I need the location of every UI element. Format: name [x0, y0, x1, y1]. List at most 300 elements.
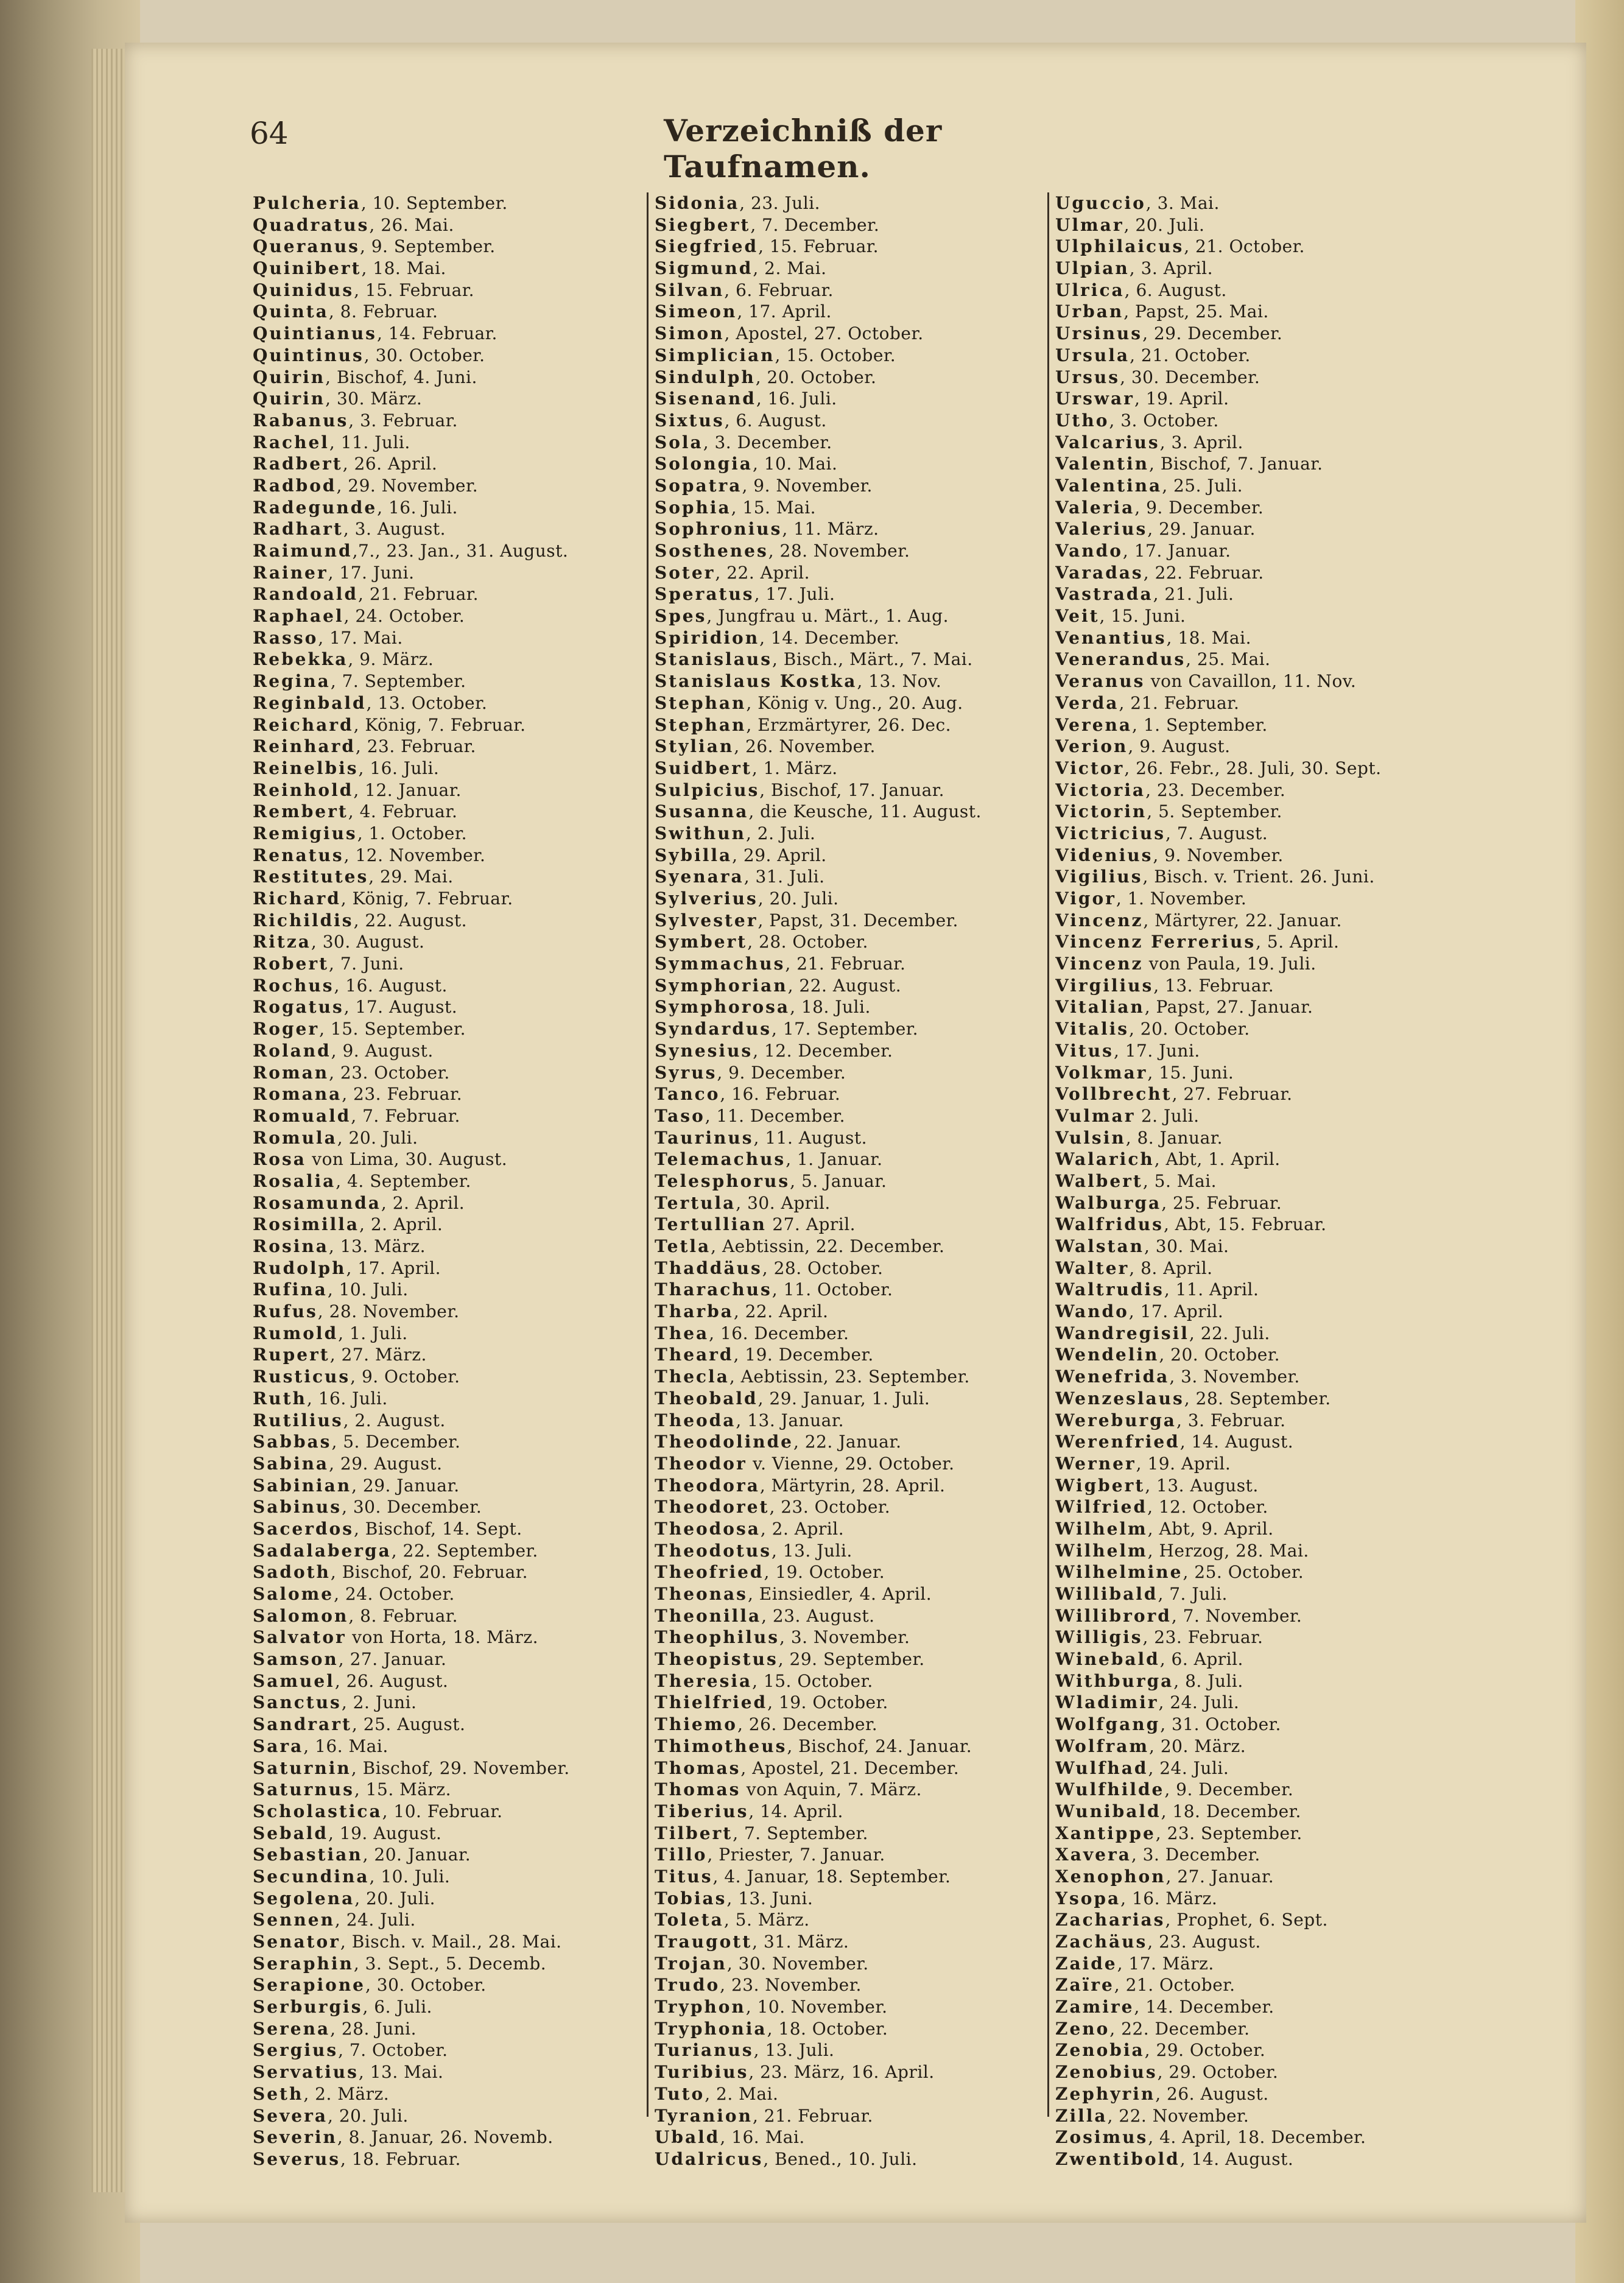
index-entry	[253, 975, 642, 997]
index-entry	[655, 1866, 1038, 1888]
index-entry	[655, 1344, 1038, 1366]
entry-name: Virgilius	[1055, 975, 1154, 996]
entry-details: , 5. September.	[1147, 801, 1282, 822]
entry-name: Venerandus	[1055, 649, 1186, 670]
entry-details: , 30. October.	[364, 345, 485, 365]
index-entry	[1055, 975, 1463, 997]
entry-name: Quinidus	[253, 280, 354, 300]
index-entry	[655, 996, 1038, 1018]
entry-name: Theodotus	[655, 1540, 772, 1561]
entry-name: Rebekka	[253, 649, 348, 670]
entry-name: Speratus	[655, 584, 754, 605]
index-entry	[1055, 1301, 1463, 1323]
entry-details: , 10. Februar.	[382, 1801, 503, 1821]
entry-name: Victor	[1055, 758, 1125, 778]
entry-details: , 13. August.	[1145, 1475, 1259, 1496]
index-entry	[253, 1323, 642, 1345]
index-entry	[253, 1431, 642, 1453]
entry-details: , 17. März.	[1117, 1953, 1214, 1974]
entry-details: , 16. Juli.	[306, 1388, 388, 1409]
index-entry	[655, 1388, 1038, 1410]
index-entry	[655, 1757, 1038, 1779]
entry-name: Xenophon	[1055, 1866, 1166, 1887]
entry-name: Rosa	[253, 1149, 306, 1170]
entry-details: , 20. October.	[1159, 1345, 1281, 1365]
entry-details: , Einsiedler, 4. April.	[747, 1584, 932, 1604]
entry-name: Sergius	[253, 2040, 339, 2061]
entry-details: , 22. November.	[1107, 2105, 1250, 2126]
index-entry	[655, 931, 1038, 953]
entry-name: Sybilla	[655, 845, 733, 865]
entry-details: , 26. November.	[734, 736, 876, 757]
index-entry	[655, 1801, 1038, 1823]
entry-name: Swithun	[655, 823, 746, 843]
entry-name: Rogatus	[253, 997, 344, 1018]
entry-name: Raimund	[253, 541, 353, 561]
entry-name: Quinibert	[253, 258, 362, 279]
index-entry	[1055, 583, 1463, 605]
entry-name: Theodoret	[655, 1497, 770, 1518]
index-entry	[1055, 1170, 1463, 1192]
index-entry	[655, 410, 1038, 432]
entry-name: Randoald	[253, 584, 359, 605]
index-entry	[655, 2126, 1038, 2148]
entry-details: , 28. October.	[747, 932, 868, 952]
index-entry	[655, 367, 1038, 389]
entry-name: Rosalia	[253, 1170, 336, 1191]
index-entry	[655, 2061, 1038, 2083]
entry-details: , 30. December.	[342, 1497, 482, 1518]
index-entry	[1055, 1888, 1463, 1910]
entry-name: Sidonia	[655, 193, 740, 213]
entry-name: Solongia	[655, 454, 753, 474]
entry-name: Wilhelmine	[1055, 1562, 1183, 1583]
index-entry	[253, 432, 642, 454]
index-entry	[655, 1888, 1038, 1910]
entry-details: , 12. Januar.	[353, 779, 462, 800]
entry-name: Ulphilaicus	[1055, 236, 1184, 257]
index-entry	[253, 1170, 642, 1192]
entry-details: , 6. August.	[724, 410, 827, 431]
index-entry	[655, 214, 1038, 236]
entry-details: , 14. August.	[1179, 2148, 1294, 2169]
entry-name: Tertullian	[655, 1214, 767, 1235]
entry-name: Ysopa	[1055, 1888, 1121, 1908]
index-entry	[655, 1605, 1038, 1627]
index-entry	[253, 605, 642, 627]
entry-name: Zenobia	[1055, 2040, 1145, 2061]
entry-name: Quirin	[253, 389, 326, 409]
entry-details: , 15. October.	[775, 345, 896, 365]
index-entry	[1055, 475, 1463, 497]
index-entry	[1055, 236, 1463, 258]
entry-details: , 22. September.	[391, 1540, 538, 1561]
index-entry	[1055, 1475, 1463, 1497]
entry-details: , 3. November.	[1169, 1367, 1300, 1387]
entry-details: , 2. Juni.	[341, 1692, 417, 1713]
index-entry	[1055, 2039, 1463, 2061]
entry-details: , 22. Juli.	[1189, 1323, 1270, 1343]
index-entry	[655, 1301, 1038, 1323]
index-entry	[655, 1648, 1038, 1670]
entry-details: , 29. Mai.	[368, 867, 454, 887]
entry-name: Rusticus	[253, 1367, 351, 1387]
entry-details: , 7. September.	[733, 1823, 868, 1843]
entry-name: Severa	[253, 2105, 328, 2126]
index-entry	[1055, 627, 1463, 649]
entry-details: , 28. November.	[768, 541, 910, 561]
index-entry	[253, 1149, 642, 1170]
entry-name: Syrus	[655, 1062, 717, 1083]
index-entry	[655, 1714, 1038, 1736]
index-entry	[655, 1540, 1038, 1562]
index-entry	[1055, 2126, 1463, 2148]
index-entry	[655, 670, 1038, 692]
entry-name: Tetla	[655, 1236, 711, 1256]
index-entry	[1055, 1062, 1463, 1084]
entry-details: , 2. März.	[303, 2083, 390, 2104]
entry-name: Theodora	[655, 1475, 760, 1496]
entry-details: , 26. April.	[342, 454, 438, 474]
entry-name: Renatus	[253, 845, 344, 865]
entry-name: Walburga	[1055, 1192, 1162, 1213]
index-entry	[253, 453, 642, 475]
entry-details: , 5. Mai.	[1142, 1170, 1217, 1191]
entry-details: , 13. Juni.	[726, 1888, 814, 1908]
entry-details: , 22. April.	[715, 562, 810, 583]
entry-name: Theopistus	[655, 1649, 778, 1670]
index-entry	[655, 583, 1038, 605]
entry-details: , 17. September.	[772, 1019, 919, 1039]
index-entry	[253, 888, 642, 910]
entry-name: Zamire	[1055, 1997, 1134, 2017]
entry-name: Symbert	[655, 932, 748, 952]
entry-name: Sanctus	[253, 1692, 342, 1713]
index-entry	[253, 323, 642, 345]
index-entry	[1055, 1410, 1463, 1432]
index-entry	[1055, 1605, 1463, 1627]
entry-name: Theodolinde	[655, 1432, 793, 1452]
entry-name: Sabina	[253, 1453, 329, 1474]
entry-details: , 10. Juli.	[327, 1279, 409, 1300]
entry-name: Thaddäus	[655, 1258, 762, 1278]
entry-details: , 27. Februar.	[1172, 1084, 1293, 1105]
entry-name: Spiridion	[655, 627, 760, 648]
index-entry	[1055, 214, 1463, 236]
index-entry	[655, 1583, 1038, 1605]
index-entry	[655, 540, 1038, 562]
entry-name: Segolena	[253, 1888, 355, 1908]
entry-name: Quirin	[253, 367, 326, 387]
entry-details: , 9. November.	[742, 475, 873, 496]
entry-details: , 3. April.	[1159, 432, 1243, 452]
entry-name: Wolfram	[1055, 1736, 1150, 1756]
entry-details: , Bischof, 29. November.	[351, 1757, 570, 1778]
entry-details: , 17. Mai.	[318, 627, 403, 648]
entry-name: Tobias	[655, 1888, 727, 1908]
index-entry	[655, 562, 1038, 584]
index-entry	[253, 1974, 642, 1996]
entry-name: Richildis	[253, 910, 354, 930]
index-entry	[253, 1736, 642, 1757]
entry-name: Wigbert	[1055, 1475, 1145, 1496]
entry-name: Tiberius	[655, 1801, 749, 1821]
index-entry	[1055, 1453, 1463, 1475]
index-entry	[253, 1540, 642, 1562]
entry-details: , 7. October.	[338, 2040, 448, 2061]
entry-details: , 22. August.	[353, 910, 468, 930]
entry-name: Vincenz	[1055, 910, 1144, 930]
entry-details: von Cavaillon, 11. Nov.	[1145, 671, 1357, 692]
entry-details: von Lima, 30. August.	[306, 1149, 508, 1170]
index-entry	[655, 736, 1038, 758]
index-entry	[253, 2018, 642, 2040]
index-entry	[655, 388, 1038, 410]
index-entry	[1055, 367, 1463, 389]
index-entry	[1055, 1583, 1463, 1605]
entry-details: , 22. August.	[787, 975, 902, 996]
entry-name: Theresia	[655, 1670, 753, 1691]
index-entry	[253, 1996, 642, 2018]
index-entry	[253, 410, 642, 432]
index-entry	[1055, 1105, 1463, 1127]
entry-details: , 13. März.	[328, 1236, 426, 1256]
index-entry	[1055, 2148, 1463, 2170]
index-entry	[253, 1692, 642, 1714]
index-entry	[253, 931, 642, 953]
entry-details: , 23. Februar.	[355, 736, 476, 757]
entry-name: Waltrudis	[1055, 1279, 1164, 1300]
entry-details: , 27. Januar.	[338, 1649, 447, 1670]
entry-details: v. Vienne, 29. October.	[747, 1453, 955, 1474]
index-entry	[253, 1279, 642, 1301]
index-entry	[655, 453, 1038, 475]
index-entry	[655, 345, 1038, 367]
entry-details: , 9. October.	[350, 1367, 460, 1387]
entry-name: Valentina	[1055, 475, 1162, 496]
index-entry	[1055, 910, 1463, 932]
entry-details: , 17. April.	[737, 301, 832, 322]
entry-details: , 29. Januar, 1. Juli.	[758, 1388, 930, 1409]
entry-details: , Bischof, 7. Januar.	[1149, 454, 1323, 474]
index-entry	[253, 1714, 642, 1736]
entry-details: , 13. Februar.	[1153, 975, 1274, 996]
index-entry	[253, 540, 642, 562]
index-entry	[655, 866, 1038, 888]
entry-name: Queranus	[253, 236, 360, 257]
index-entry	[655, 1410, 1038, 1432]
entry-details: , 13. October.	[366, 692, 488, 713]
entry-name: Sadalaberga	[253, 1540, 392, 1561]
index-entry	[253, 1518, 642, 1540]
entry-name: Sigmund	[655, 258, 753, 279]
index-entry	[1055, 692, 1463, 714]
entry-name: Rupert	[253, 1345, 330, 1365]
entry-details: von Horta, 18. März.	[346, 1627, 539, 1648]
entry-details: , 15. März.	[354, 1779, 452, 1800]
entry-details: , 14. December.	[1134, 1997, 1274, 2017]
index-entry	[253, 1823, 642, 1845]
index-entry	[655, 1627, 1038, 1648]
entry-details: , 9. August.	[1128, 736, 1231, 757]
index-entry	[655, 475, 1038, 497]
index-entry	[655, 1561, 1038, 1583]
index-entry	[253, 280, 642, 301]
entry-name: Sola	[655, 432, 703, 452]
entry-name: Radegunde	[253, 497, 378, 518]
entry-name: Vigilius	[1055, 867, 1143, 887]
entry-name: Sophia	[655, 497, 731, 518]
index-entry	[1055, 1366, 1463, 1388]
index-entry	[1055, 866, 1463, 888]
entry-details: , 3. Februar.	[348, 410, 458, 431]
entry-details: , 28. Juni.	[330, 2018, 417, 2039]
entry-name: Wilfried	[1055, 1497, 1148, 1518]
entry-name: Wenzeslaus	[1055, 1388, 1184, 1409]
entry-details: , 15. October.	[752, 1670, 873, 1691]
index-entry	[1055, 2083, 1463, 2105]
index-entry	[655, 845, 1038, 867]
entry-details: , 15. Juni.	[1099, 606, 1186, 627]
entry-details: , 14. Februar.	[376, 323, 497, 344]
entry-details: , 22. December.	[1109, 2018, 1250, 2039]
entry-name: Theodor	[655, 1453, 747, 1474]
entry-name: Stanislaus	[655, 649, 772, 670]
entry-details: , 17. Juli.	[754, 584, 835, 605]
index-entry	[655, 280, 1038, 301]
entry-name: Vitalian	[1055, 997, 1145, 1018]
index-entry	[253, 1083, 642, 1105]
index-entry	[1055, 605, 1463, 627]
entry-details: , 11. October.	[772, 1279, 893, 1300]
entry-name: Secundina	[253, 1866, 370, 1887]
index-entry	[655, 1953, 1038, 1975]
entry-name: Zenobius	[1055, 2062, 1158, 2083]
entry-name: Rufina	[253, 1279, 328, 1300]
entry-details: , 30. October.	[365, 1975, 487, 1996]
entry-details: , die Keusche, 11. August.	[748, 801, 982, 822]
entry-details: , Bisch. v. Trient. 26. Juni.	[1142, 867, 1375, 887]
index-entry	[655, 801, 1038, 823]
entry-name: Sabinus	[253, 1497, 342, 1518]
entry-name: Seraphin	[253, 1953, 354, 1974]
entry-details: , 21. October.	[1114, 1975, 1236, 1996]
index-entry	[655, 1214, 1038, 1236]
index-entry	[1055, 432, 1463, 454]
entry-name: Urswar	[1055, 389, 1134, 409]
entry-details: , 24. October.	[334, 1584, 455, 1604]
entry-name: Syndardus	[655, 1019, 772, 1039]
entry-name: Sennen	[253, 1910, 335, 1930]
index-entry	[1055, 1540, 1463, 1562]
index-entry	[1055, 518, 1463, 540]
index-entry	[1055, 1214, 1463, 1236]
entry-name: Serena	[253, 2018, 331, 2039]
entry-details: , 31. October.	[1160, 1714, 1281, 1735]
entry-name: Sara	[253, 1736, 304, 1756]
index-entry	[655, 1996, 1038, 2018]
index-entry	[655, 1018, 1038, 1040]
entry-name: Wilhelm	[1055, 1540, 1148, 1561]
entry-name: Rosina	[253, 1236, 329, 1256]
index-entry	[655, 605, 1038, 627]
entry-name: Pulcheria	[253, 193, 361, 213]
entry-details: , 15. Juni.	[1147, 1062, 1234, 1083]
entry-name: Valeria	[1055, 497, 1135, 518]
entry-details: , 30. Mai.	[1144, 1236, 1229, 1256]
entry-name: Saturnus	[253, 1779, 354, 1800]
entry-name: Quinta	[253, 301, 329, 322]
index-entry	[655, 2105, 1038, 2127]
entry-details: , 14. December.	[759, 627, 900, 648]
entry-name: Turibius	[655, 2062, 749, 2083]
entry-details: , 9. December.	[1164, 1779, 1294, 1800]
index-entry	[253, 1670, 642, 1692]
entry-name: Vincenz	[1055, 954, 1144, 974]
entry-details: , 25. August.	[351, 1714, 466, 1735]
entry-name: Tyranion	[655, 2105, 753, 2126]
index-entry	[253, 518, 642, 540]
index-entry	[1055, 1736, 1463, 1757]
entry-name: Vando	[1055, 541, 1123, 561]
entry-details: , 22. April.	[733, 1301, 829, 1322]
entry-details: , 29. August.	[329, 1453, 443, 1474]
index-entry	[253, 2061, 642, 2083]
entry-details: , 17. April.	[1128, 1301, 1224, 1322]
entry-details: , 15. Februar.	[758, 236, 879, 257]
index-entry	[655, 649, 1038, 670]
entry-details: , 20. Juli.	[337, 1127, 418, 1148]
entry-name: Ursinus	[1055, 323, 1143, 344]
index-entry	[655, 823, 1038, 845]
entry-name: Simplician	[655, 345, 775, 365]
entry-details: , 18. Februar.	[340, 2148, 461, 2169]
entry-details: , 9. November.	[1153, 845, 1284, 865]
entry-details: , Papst, 27. Januar.	[1144, 997, 1313, 1018]
index-entry	[253, 1757, 642, 1779]
entry-name: Wulfhilde	[1055, 1779, 1165, 1800]
index-entry	[1055, 1496, 1463, 1518]
index-entry	[253, 301, 642, 323]
entry-details: , 3. Februar.	[1176, 1410, 1286, 1430]
entry-name: Walstan	[1055, 1236, 1144, 1256]
entry-details: , 20. März.	[1149, 1736, 1246, 1756]
entry-name: Wladimir	[1055, 1692, 1159, 1713]
entry-details: , 26. August.	[334, 1670, 449, 1691]
entry-details: , Bischof, 14. Sept.	[354, 1518, 522, 1539]
entry-details: , 2. April.	[760, 1518, 845, 1539]
index-entry	[253, 670, 642, 692]
index-entry	[655, 518, 1038, 540]
index-entry	[253, 1301, 642, 1323]
entry-details: , Abt, 1. April.	[1154, 1149, 1281, 1170]
entry-name: Werenfried	[1055, 1432, 1180, 1452]
entry-details: , 3. Mai.	[1145, 193, 1220, 213]
index-entry	[253, 996, 642, 1018]
entry-details: , Bischof, 17. Januar.	[759, 779, 945, 800]
entry-details: , 7. December.	[750, 214, 880, 235]
entry-details: , 21. October.	[1184, 236, 1305, 257]
index-entry	[1055, 1236, 1463, 1258]
entry-details: , 29. September.	[778, 1649, 925, 1670]
entry-details: , 19. December.	[733, 1345, 874, 1365]
index-entry	[253, 758, 642, 779]
index-entry	[1055, 1040, 1463, 1062]
entry-details: , 6. April.	[1159, 1649, 1243, 1670]
entry-details: , 21. Juli.	[1153, 584, 1234, 605]
entry-details: , 23. November.	[720, 1975, 862, 1996]
entry-name: Roman	[253, 1062, 329, 1083]
